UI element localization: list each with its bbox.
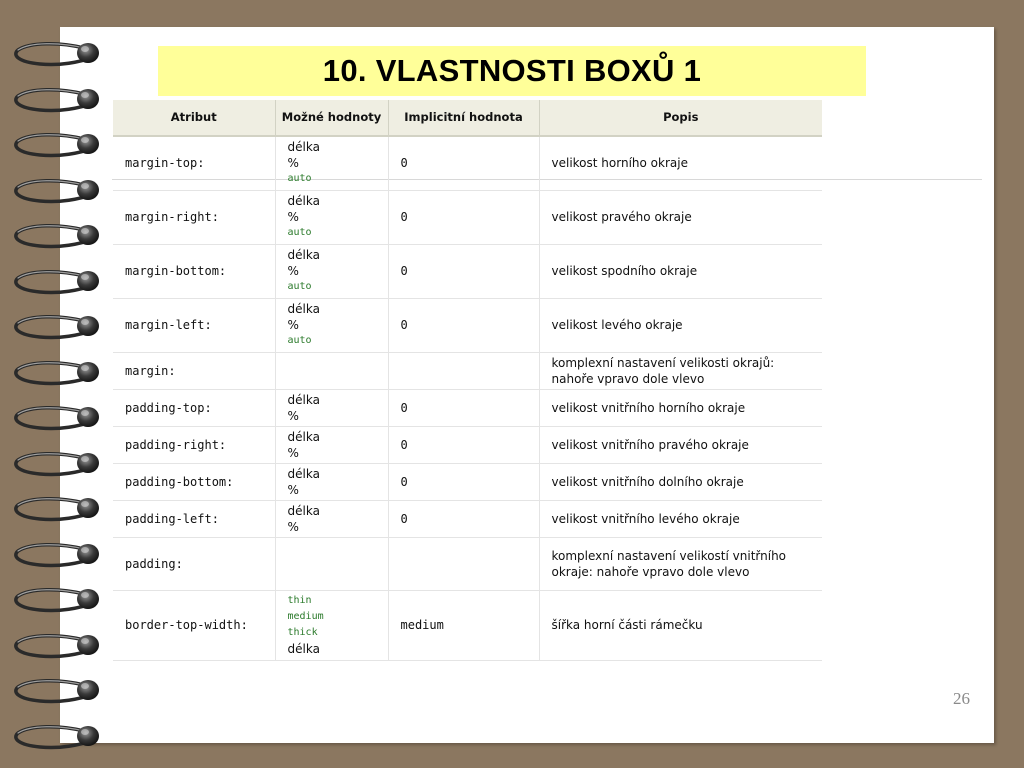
attribute-name: border-top-width:	[113, 590, 275, 660]
value-item: délka	[287, 429, 320, 444]
spiral-ring-icon	[0, 264, 110, 298]
spiral-ring-icon	[0, 309, 110, 343]
slide-title: 10. VLASTNOSTI BOXŮ 1	[322, 53, 702, 88]
value-item: thin	[287, 595, 312, 606]
attribute-name: margin-bottom:	[113, 244, 275, 298]
table-row	[113, 352, 822, 389]
value-item: thick	[287, 627, 318, 638]
attribute-name: padding-bottom:	[113, 463, 275, 500]
spiral-ring-icon	[0, 673, 110, 707]
value-item: auto	[287, 335, 312, 346]
attribute-name: margin-right:	[113, 190, 275, 244]
spiral-ring-icon	[0, 127, 110, 161]
possible-values	[275, 352, 388, 389]
value-item: %	[287, 156, 299, 171]
description: velikost vnitřního pravého okraje	[539, 426, 822, 463]
possible-values	[275, 244, 388, 298]
default-value: 0	[388, 389, 539, 426]
title-highlight	[158, 46, 866, 96]
default-value: medium	[388, 590, 539, 660]
value-item: délka	[287, 642, 320, 656]
spiral-ring-icon	[0, 82, 110, 116]
attribute-name: margin-left:	[113, 298, 275, 352]
value-item: auto	[287, 173, 312, 185]
value-item: auto	[287, 281, 312, 292]
header-atribut: Atribut	[113, 100, 275, 136]
spiral-ring-icon	[0, 400, 110, 434]
spiral-ring-icon	[0, 719, 110, 753]
value-item: auto	[287, 227, 312, 238]
attribute-name: margin:	[113, 352, 275, 389]
default-value: 0	[388, 244, 539, 298]
table-row	[113, 426, 822, 463]
description: velikost pravého okraje	[539, 190, 822, 244]
attribute-name: padding-right:	[113, 426, 275, 463]
value-item: délka	[287, 392, 320, 407]
default-value	[388, 352, 539, 389]
attributes-table	[113, 100, 822, 661]
header-mozne-hodnoty: Možné hodnoty	[275, 100, 388, 136]
spiral-ring-icon	[0, 446, 110, 480]
default-value: 0	[388, 298, 539, 352]
header-popis: Popis	[539, 100, 822, 136]
table-row	[113, 244, 822, 298]
value-item: %	[287, 519, 299, 534]
description: velikost vnitřního horního okraje	[539, 389, 822, 426]
spiral-ring-icon	[0, 355, 110, 389]
possible-values	[275, 463, 388, 500]
table-row	[113, 590, 822, 660]
attribute-name: padding:	[113, 537, 275, 590]
default-value: 0	[388, 500, 539, 537]
description: šířka horní části rámečku	[539, 590, 822, 660]
value-item: délka	[287, 503, 320, 518]
table-body	[113, 136, 822, 660]
spiral-ring-icon	[0, 36, 110, 70]
table-row	[113, 500, 822, 537]
value-item: %	[287, 210, 299, 224]
value-item: %	[287, 445, 299, 460]
default-value: 0	[388, 426, 539, 463]
spiral-ring-icon	[0, 173, 110, 207]
possible-values	[275, 389, 388, 426]
value-item: medium	[287, 611, 324, 622]
possible-values	[275, 590, 388, 660]
possible-values	[275, 537, 388, 590]
value-item: %	[287, 318, 299, 332]
default-value: 0	[388, 190, 539, 244]
value-item: %	[287, 482, 299, 497]
table-row	[113, 537, 822, 590]
spiral-ring-icon	[0, 582, 110, 616]
value-item: délka	[287, 302, 320, 316]
value-item: %	[287, 264, 299, 278]
spiral-ring-icon	[0, 537, 110, 571]
possible-values	[275, 136, 388, 190]
table-row	[113, 298, 822, 352]
value-item: délka	[287, 466, 320, 481]
header-implicitni-hodnota: Implicitní hodnota	[388, 100, 539, 136]
possible-values	[275, 298, 388, 352]
possible-values	[275, 190, 388, 244]
table-row	[113, 389, 822, 426]
value-item: délka	[287, 194, 320, 208]
description: velikost levého okraje	[539, 298, 822, 352]
table-header-row	[113, 100, 822, 136]
default-value: 0	[388, 136, 539, 190]
value-item: %	[287, 408, 299, 423]
value-item: délka	[287, 140, 320, 155]
description: velikost horního okraje	[539, 136, 822, 190]
default-value: 0	[388, 463, 539, 500]
spiral-ring-icon	[0, 491, 110, 525]
attribute-name: margin-top:	[113, 136, 275, 190]
spiral-ring-icon	[0, 628, 110, 662]
description: velikost vnitřního dolního okraje	[539, 463, 822, 500]
table-row	[113, 136, 822, 190]
default-value	[388, 537, 539, 590]
description: komplexní nastavení velikosti okrajů: nahoře vpravo dole vlevo	[539, 352, 822, 389]
description: komplexní nastavení velikostí vnitřního okraje: nahoře vpravo dole vlevo	[539, 537, 822, 590]
page-number: 26	[953, 689, 970, 708]
description: velikost vnitřního levého okraje	[539, 500, 822, 537]
table-row	[113, 190, 822, 244]
attribute-name: padding-left:	[113, 500, 275, 537]
attribute-name: padding-top:	[113, 389, 275, 426]
description: velikost spodního okraje	[539, 244, 822, 298]
possible-values	[275, 426, 388, 463]
table-row	[113, 463, 822, 500]
spiral-ring-icon	[0, 218, 110, 252]
possible-values	[275, 500, 388, 537]
value-item: délka	[287, 248, 320, 262]
